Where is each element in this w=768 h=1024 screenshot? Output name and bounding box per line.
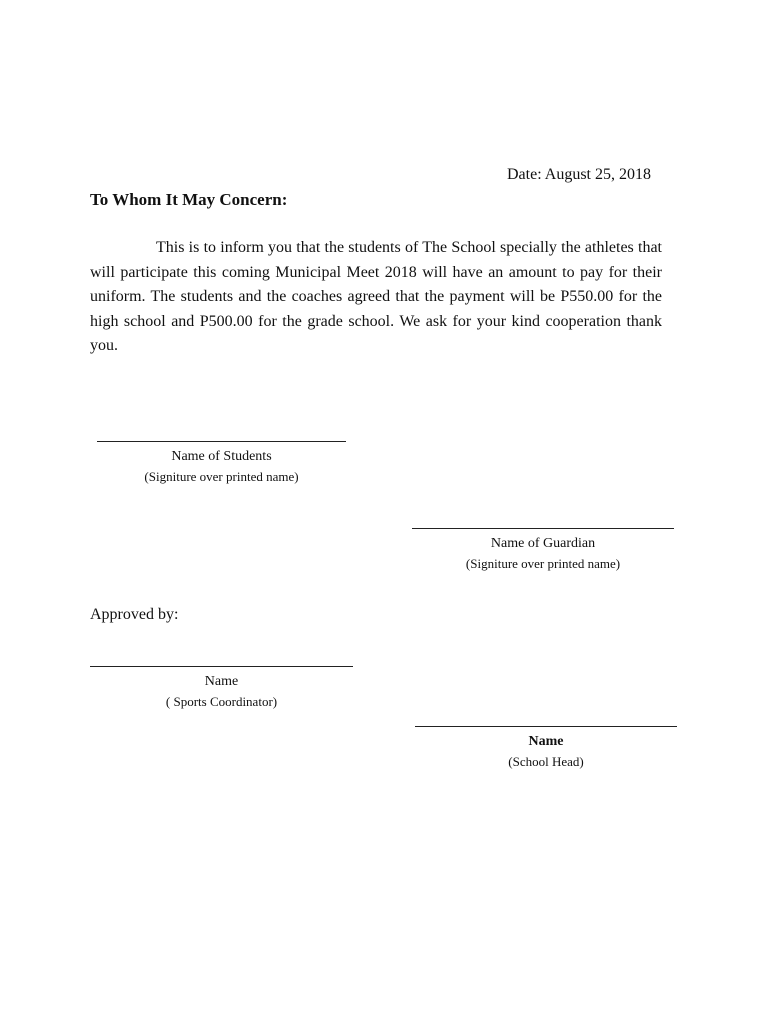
- coordinator-name-label: Name: [204, 674, 239, 689]
- students-role-label: (Signiture over printed name): [144, 469, 299, 484]
- students-signature-block: [97, 441, 346, 485]
- guardian-name-label: Name of Guardian: [490, 536, 596, 551]
- salutation: To Whom It May Concern:: [90, 190, 288, 209]
- coordinator-signature-block: [90, 666, 353, 710]
- letter-date: Date: August 25, 2018: [507, 166, 651, 183]
- signature-line: [97, 441, 346, 442]
- school-head-name-label: Name: [528, 734, 564, 749]
- coordinator-role-label: ( Sports Coordinator): [165, 694, 278, 709]
- signature-line: [412, 528, 674, 529]
- guardian-role-label: (Signiture over printed name): [465, 556, 621, 571]
- approved-by-label: Approved by:: [90, 606, 179, 623]
- students-name-label: Name of Students: [171, 449, 272, 464]
- guardian-signature-block: [412, 528, 674, 572]
- signature-line: [415, 726, 677, 727]
- letter-body: This is to inform you that the students of The School specially the athletes that will participate this coming Municipal Meet 2018 will have an amount to pay for their uniform. The students and the coaches agreed that the payment will be P550.00 for the high school and P500.00 for the grade school. We ask for your kind cooperation thank you.: [90, 239, 662, 354]
- school-head-role-label: (School Head): [508, 754, 584, 769]
- school-head-signature-block: [415, 726, 677, 770]
- signature-line: [90, 666, 353, 667]
